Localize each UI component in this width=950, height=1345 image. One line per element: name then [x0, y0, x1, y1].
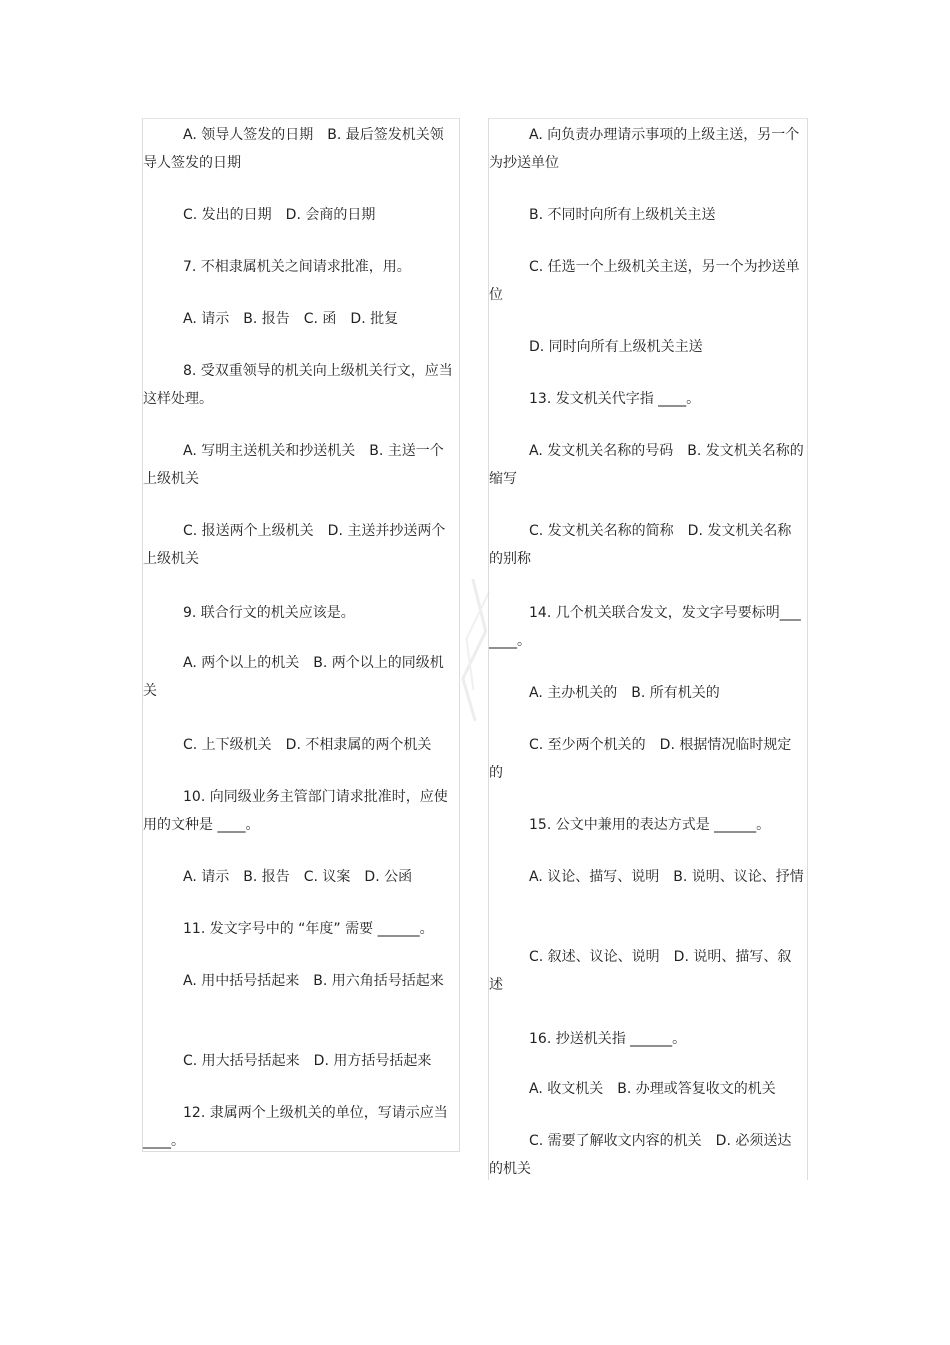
paragraph: A. 请示 B. 报告 C. 函 D. 批复 — [183, 311, 399, 327]
question-9: 9. 联合行文的机关应该是。 — [183, 605, 355, 621]
paragraph: A. 议论、描写、说明 B. 说明、议论、抒情 — [529, 869, 804, 885]
paragraph: B. 不同时向所有上级机关主送 — [529, 207, 716, 223]
question-12: 12. 隶属两个上级机关的单位，写请示应当 ____。 — [143, 1105, 448, 1149]
paragraph: C. 发出的日期 D. 会商的日期 — [183, 207, 376, 223]
paragraph: C. 上下级机关 D. 不相隶属的两个机关 — [183, 737, 432, 753]
right-column — [488, 118, 808, 1180]
paragraph: C. 任选一个上级机关主送，另一个为抄送单位 — [489, 259, 800, 303]
question-8: 8. 受双重领导的机关向上级机关行文，应当这样处理。 — [143, 363, 453, 407]
paragraph: C. 用大括号括起来 D. 用方括号括起来 — [183, 1053, 432, 1069]
paragraph: A. 发文机关名称的号码 B. 发文机关名称的缩写 — [489, 443, 804, 487]
paragraph: A. 用中括号括起来 B. 用六角括号括起来 — [183, 973, 444, 989]
question-15: 15. 公文中兼用的表达方式是 ______。 — [529, 817, 771, 833]
paragraph: A. 请示 B. 报告 C. 议案 D. 公函 — [183, 869, 413, 885]
left-column — [142, 118, 460, 1152]
paragraph: A. 向负责办理请示事项的上级主送，另一个为抄送单位 — [489, 127, 800, 171]
question-7: 7. 不相隶属机关之间请求批准，用。 — [183, 259, 411, 275]
question-10: 10. 向同级业务主管部门请求批准时，应使用的文种是 ____。 — [143, 789, 448, 833]
paragraph: A. 主办机关的 B. 所有机关的 — [529, 685, 720, 701]
paragraph: A. 收文机关 B. 办理或答复收文的机关 — [529, 1081, 776, 1097]
paragraph: C. 叙述、议论、说明 D. 说明、描写、叙述 — [489, 949, 792, 993]
paragraph: C. 至少两个机关的 D. 根据情况临时规定的 — [489, 737, 792, 781]
paragraph: A. 领导人签发的日期 B. 最后签发机关领导人签发的日期 — [143, 127, 444, 171]
question-13: 13. 发文机关代字指 ____。 — [529, 391, 701, 407]
paragraph: A. 写明主送机关和抄送机关 B. 主送一个上级机关 — [143, 443, 444, 487]
paragraph: C. 需要了解收文内容的机关 D. 必须送达的机关 — [489, 1133, 792, 1177]
question-11: 11. 发文字号中的 “年度” 需要 ______。 — [183, 921, 434, 937]
paragraph: C. 报送两个上级机关 D. 主送并抄送两个上级机关 — [143, 523, 446, 567]
paragraph: D. 同时向所有上级机关主送 — [529, 339, 703, 355]
question-14: 14. 几个机关联合发文，发文字号要标明_______。 — [489, 605, 801, 649]
paragraph: C. 发文机关名称的简称 D. 发文机关名称的别称 — [489, 523, 792, 567]
paragraph: A. 两个以上的机关 B. 两个以上的同级机关 — [143, 655, 444, 699]
question-16: 16. 抄送机关指 ______。 — [529, 1031, 687, 1047]
